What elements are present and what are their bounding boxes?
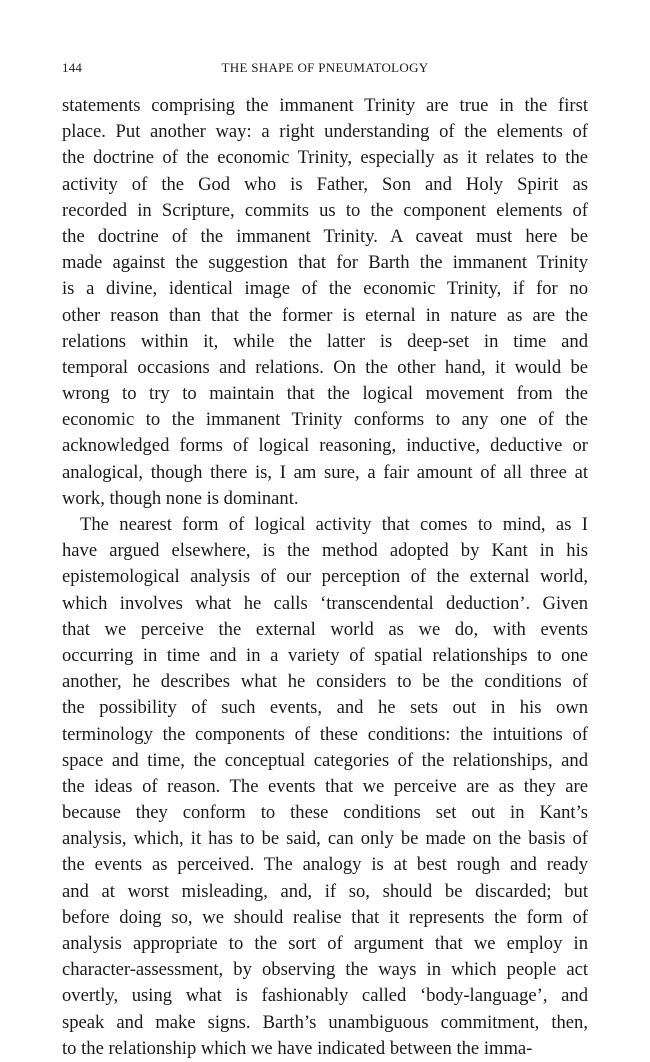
text-line: terminology the components of these conditions: the intuitions of — [62, 723, 588, 745]
text-line: to the relationship which we have indicated between the imma- — [62, 1037, 533, 1059]
text-line: space and time, the conceptual categories of the relationships, and — [62, 749, 588, 771]
text-line: the ideas of reason. The events that we perceive are as they are — [62, 775, 588, 797]
body-text — [62, 93, 588, 1062]
text-line: which involves what he calls ‘transcendental deduction’. Given — [62, 592, 588, 614]
text-line: economic to the immanent Trinity conforms to any one of the — [62, 409, 588, 431]
text-line: the doctrine of the immanent Trinity. A caveat must here be — [62, 225, 588, 247]
text-line: have argued elsewhere, is the method adopted by Kant in his — [62, 540, 588, 562]
paragraph — [62, 512, 588, 1062]
text-line: occurring in time and in a variety of spatial relationships to one — [62, 644, 588, 666]
text-line: activity of the God who is Father, Son and Holy Spirit as — [62, 173, 588, 195]
text-line: analysis, which, it has to be said, can only be made on the basis of — [62, 828, 588, 850]
text-line: The nearest form of logical activity that comes to mind, as I — [80, 514, 588, 535]
text-line: analogical, though there is, I am sure, a fair amount of all three at — [62, 461, 588, 483]
text-line: speak and make signs. Barth’s unambiguous commitment, then, — [62, 1011, 588, 1033]
text-line: the doctrine of the economic Trinity, especially as it relates to the — [62, 147, 588, 169]
text-line: the events as perceived. The analogy is at best rough and ready — [62, 854, 588, 876]
text-line: analysis appropriate to the sort of argument that we employ in — [62, 933, 588, 954]
text-line: place. Put another way: a right understanding of the elements of — [62, 121, 588, 143]
text-line: temporal occasions and relations. On the other hand, it would be — [62, 356, 588, 378]
running-head — [62, 56, 588, 80]
text-line: recorded in Scripture, commits us to the component elements of — [62, 199, 588, 221]
text-line: the possibility of such events, and he sets out in his own — [62, 697, 588, 719]
text-line: other reason than that the former is eternal in nature as are the — [62, 304, 588, 326]
text-line: made against the suggestion that for Barth the immanent Trinity — [62, 252, 588, 274]
text-line: before doing so, we should realise that it represents the form of — [62, 906, 588, 928]
text-line: wrong to try to maintain that the logical movement from the — [62, 383, 588, 405]
text-line: epistemological analysis of our perception of the external world, — [62, 566, 588, 588]
text-line: is a divine, identical image of the economic Trinity, if for no — [62, 278, 588, 300]
text-line: statements comprising the immanent Trinity are true in the first — [62, 95, 588, 116]
book-page — [62, 56, 588, 1062]
text-line: that we perceive the external world as we do, with events — [62, 618, 588, 640]
paragraph — [62, 93, 588, 512]
text-line: acknowledged forms of logical reasoning, inductive, deductive or — [62, 435, 588, 457]
text-line: relations within it, while the latter is deep-set in time and — [62, 330, 588, 352]
text-line: work, though none is dominant. — [62, 487, 299, 509]
text-line: character-assessment, by observing the ways in which people act — [62, 959, 588, 981]
page-number: 144 — [62, 60, 83, 75]
text-line: another, he describes what he considers to be the conditions of — [62, 671, 588, 693]
text-line: overtly, using what is fashionably called ‘body-language’, and — [62, 985, 588, 1007]
running-title: THE SHAPE OF PNEUMATOLOGY — [221, 60, 429, 75]
text-line: because they conform to these conditions set out in Kant’s — [62, 802, 588, 824]
text-line: and at worst misleading, and, if so, should be discarded; but — [62, 880, 588, 902]
